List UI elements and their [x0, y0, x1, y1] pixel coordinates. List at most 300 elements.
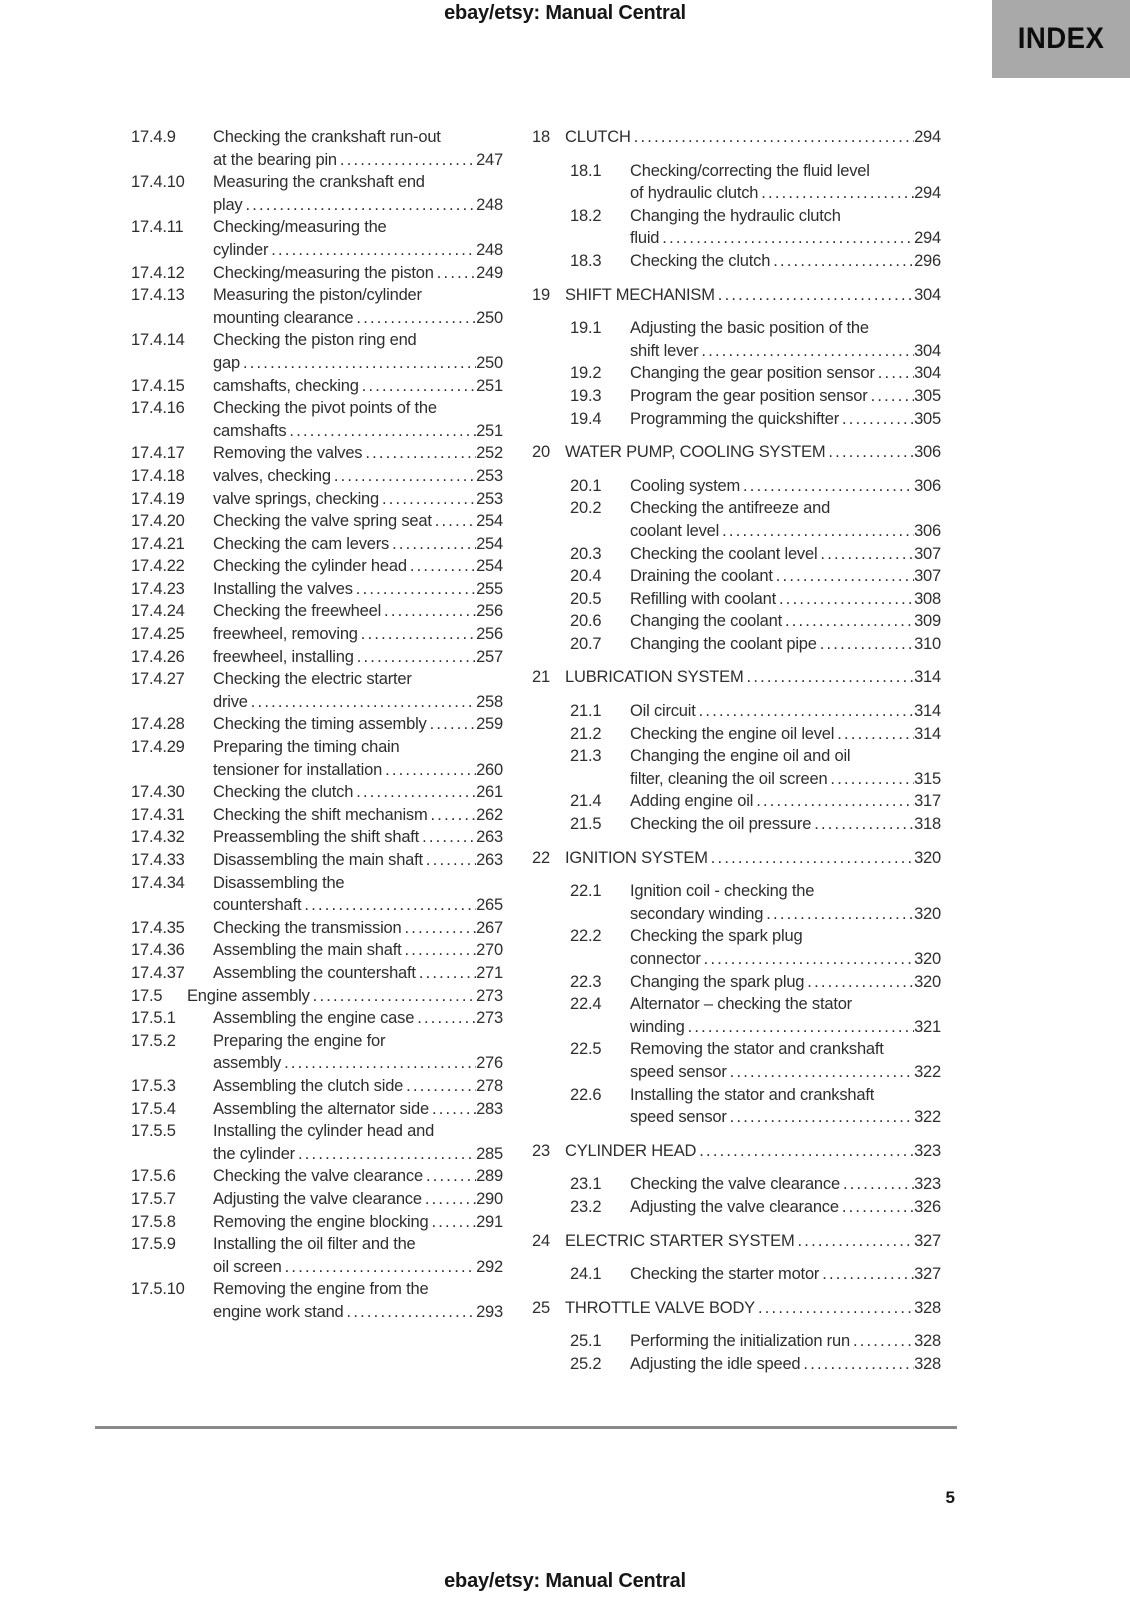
toc-entry-page: 257	[476, 647, 503, 666]
toc-entry-number: 21	[532, 668, 550, 687]
dot-leader	[825, 441, 914, 464]
dot-leader	[834, 723, 914, 746]
toc-entry	[570, 1330, 941, 1353]
toc-entry	[131, 216, 503, 261]
toc-entry	[131, 849, 503, 872]
toc-entry-title: Cooling system	[630, 476, 740, 495]
toc-entry-title: tensioner for installation	[213, 760, 383, 779]
toc-entry	[570, 971, 941, 994]
toc-chapter-entry	[532, 126, 941, 149]
toc-entry-number: 19.3	[570, 386, 602, 405]
toc-entry-title: Removing the engine blocking	[213, 1212, 429, 1231]
toc	[131, 126, 941, 1376]
dot-leader	[353, 781, 476, 804]
toc-entry	[131, 736, 503, 781]
toc-entry-title: mounting clearance	[213, 308, 354, 327]
toc-entry	[131, 262, 503, 285]
toc-entry	[570, 610, 941, 633]
toc-entry-number: 17.4.21	[131, 534, 185, 553]
toc-entry	[131, 623, 503, 646]
toc-entry-page: 271	[476, 963, 503, 982]
toc-entry-title: Checking/measuring the piston	[213, 263, 434, 282]
toc-entry	[131, 646, 503, 669]
toc-entry-page: 289	[476, 1167, 503, 1186]
toc-entry	[131, 533, 503, 556]
toc-entry-number: 17.5.2	[131, 1031, 176, 1050]
toc-entry-number: 21.1	[570, 702, 602, 721]
toc-entry-number: 17.4.22	[131, 557, 185, 576]
toc-entry-title: Refilling with coolant	[630, 589, 777, 608]
toc-entry	[131, 600, 503, 623]
toc-entry	[131, 1233, 503, 1278]
toc-entry-title: Removing the valves	[213, 444, 363, 463]
toc-entry-number: 17.4.37	[131, 963, 185, 982]
dot-leader	[359, 375, 476, 398]
toc-entry-title: Checking the clutch	[213, 783, 354, 802]
toc-entry-number: 23.2	[570, 1197, 602, 1216]
toc-chapter-entry	[532, 284, 941, 307]
toc-entry-page: 249	[476, 263, 503, 282]
toc-entry-number: 17.4.35	[131, 918, 185, 937]
toc-entry	[570, 813, 941, 836]
dot-leader	[795, 1230, 915, 1253]
toc-entry-page: 291	[476, 1212, 503, 1231]
toc-entry-number: 20	[532, 443, 550, 462]
toc-entry-page: 314	[914, 702, 941, 721]
toc-entry-title: shift lever	[630, 341, 699, 360]
toc-entry-page: 317	[914, 792, 941, 811]
toc-entry	[131, 962, 503, 985]
toc-entry-number: 17.5.3	[131, 1076, 176, 1095]
toc-entry-page: 259	[476, 715, 503, 734]
toc-entry-page: 305	[914, 409, 941, 428]
toc-entry-title: Adjusting the idle speed	[630, 1354, 801, 1373]
toc-entry	[570, 1173, 941, 1196]
toc-entry-number: 17.4.36	[131, 941, 185, 960]
toc-entry	[570, 565, 941, 588]
toc-entry-title: SHIFT MECHANISM	[565, 285, 715, 304]
dot-leader	[763, 903, 914, 926]
toc-entry-title: Checking the piston ring end	[213, 331, 417, 350]
toc-entry-number: 17.4.9	[131, 128, 176, 146]
toc-entry-title: Checking the timing assembly	[213, 715, 427, 734]
toc-entry	[131, 284, 503, 329]
toc-entry-page: 294	[914, 229, 941, 248]
toc-entry-number: 17.4.31	[131, 805, 185, 824]
toc-entry-title: Adding engine oil	[630, 792, 754, 811]
toc-entry-title: speed sensor	[630, 1108, 727, 1127]
toc-entry-number: 22.6	[570, 1085, 602, 1104]
toc-chapter-entry	[532, 1297, 941, 1320]
dot-leader	[429, 1098, 476, 1121]
toc-entry	[131, 488, 503, 511]
toc-chapter-entry	[532, 847, 941, 870]
toc-entry-title: Changing the gear position sensor	[630, 364, 875, 383]
toc-entry-number: 20.2	[570, 499, 602, 518]
toc-entry-title: Measuring the crankshaft end	[213, 173, 425, 192]
dot-leader	[331, 465, 476, 488]
dot-leader	[432, 510, 476, 533]
toc-entry-page: 327	[914, 1265, 941, 1284]
toc-entry-number: 20.5	[570, 589, 602, 608]
toc-entry	[570, 160, 941, 205]
toc-entry-page: 263	[476, 851, 503, 869]
toc-entry-title: Checking the valve clearance	[213, 1167, 423, 1186]
dot-leader	[708, 847, 914, 870]
toc-entry-title: gap	[213, 353, 240, 372]
toc-entry-page: 258	[476, 692, 503, 711]
toc-entry-number: 17.5.8	[131, 1212, 176, 1231]
dot-leader	[358, 623, 476, 646]
dot-leader	[715, 284, 914, 307]
dot-leader	[740, 475, 914, 498]
toc-entry-number: 22.3	[570, 972, 602, 991]
toc-entry-title: drive	[213, 692, 248, 711]
toc-entry	[570, 723, 941, 746]
toc-entry-number: 17.4.28	[131, 715, 185, 734]
dot-leader	[402, 917, 477, 940]
toc-entry-title: Assembling the engine case	[213, 1009, 415, 1028]
toc-chapter-entry	[532, 1140, 941, 1163]
toc-entry-page: 254	[476, 534, 503, 553]
toc-entry-title: Checking the freewheel	[213, 602, 382, 621]
toc-entry-title: Checking the cam levers	[213, 534, 390, 553]
dot-leader	[423, 849, 476, 872]
toc-entry	[570, 700, 941, 723]
toc-entry-number: 22.5	[570, 1040, 602, 1059]
toc-entry-page: 326	[914, 1197, 941, 1216]
toc-entry-title: CYLINDER HEAD	[565, 1141, 697, 1160]
toc-entry	[570, 543, 941, 566]
dot-leader	[434, 262, 476, 285]
toc-entry-title: Checking the engine oil level	[630, 724, 835, 743]
toc-entry-title: Checking the valve spring seat	[213, 512, 432, 531]
dot-leader	[770, 250, 914, 273]
toc-entry	[131, 872, 503, 917]
toc-entry-number: 25.1	[570, 1332, 602, 1351]
toc-entry-title: freewheel, removing	[213, 625, 358, 644]
toc-entry-title: Changing the engine oil and oil	[630, 747, 851, 766]
toc-entry	[131, 1075, 503, 1098]
toc-chapter-entry	[532, 1230, 941, 1253]
toc-entry-page: 328	[914, 1354, 941, 1373]
toc-entry	[570, 475, 941, 498]
toc-entry-number: 17.4.23	[131, 579, 185, 598]
toc-entry	[131, 1030, 503, 1075]
toc-entry-title: IGNITION SYSTEM	[565, 848, 708, 867]
dot-leader	[696, 1140, 914, 1163]
dot-leader	[301, 894, 476, 917]
toc-entry-page: 273	[476, 986, 503, 1005]
dot-leader	[416, 962, 476, 985]
dot-leader	[840, 1173, 914, 1196]
dot-leader	[268, 239, 476, 262]
toc-entry-page: 320	[914, 972, 941, 991]
toc-entry-page: 256	[476, 625, 503, 644]
toc-entry	[131, 1278, 503, 1323]
toc-entry-title: ELECTRIC STARTER SYSTEM	[565, 1231, 795, 1250]
toc-entry	[570, 588, 941, 611]
toc-entry	[131, 578, 503, 601]
footer-divider	[95, 1426, 957, 1429]
page-number: 5	[945, 1488, 955, 1507]
toc-entry-page: 253	[476, 489, 503, 508]
dot-leader	[811, 813, 914, 836]
toc-entry-page: 310	[914, 634, 941, 653]
toc-entry-page: 314	[914, 724, 941, 743]
toc-entry-title: Ignition coil - checking the	[630, 882, 815, 901]
dot-leader	[685, 1016, 915, 1039]
dot-leader	[414, 1007, 476, 1030]
toc-entry-page: 320	[914, 848, 941, 867]
toc-entry-title: Installing the cylinder head and	[213, 1122, 435, 1141]
toc-entry-number: 19.1	[570, 319, 602, 338]
toc-entry-number: 17.5.6	[131, 1167, 176, 1186]
toc-entry-title: Checking the electric starter	[213, 670, 412, 689]
toc-entry-number: 17.5.9	[131, 1235, 176, 1254]
dot-leader	[696, 700, 914, 723]
toc-entry-page: 328	[914, 1298, 941, 1317]
toc-entry-number: 17.4.24	[131, 602, 185, 621]
toc-entry	[131, 442, 503, 465]
toc-entry-title: Performing the initialization run	[630, 1332, 850, 1351]
dot-leader	[282, 1256, 476, 1279]
toc-entry-page: 294	[914, 184, 941, 203]
dot-leader	[782, 610, 914, 633]
toc-entry-title: Assembling the main shaft	[213, 941, 402, 960]
dot-leader	[353, 578, 476, 601]
toc-entry-number: 17.4.25	[131, 625, 185, 644]
toc-entry-number: 17.4.32	[131, 828, 185, 847]
dot-leader	[382, 759, 476, 782]
dot-leader	[428, 1211, 476, 1234]
dot-leader	[773, 565, 914, 588]
dot-leader	[701, 948, 914, 971]
toc-entry-title: Checking the spark plug	[630, 927, 803, 946]
toc-entry-title: Assembling the alternator side	[213, 1099, 429, 1118]
toc-entry-title: Disassembling the	[213, 873, 345, 892]
toc-entry-page: 252	[476, 444, 503, 463]
toc-entry-page: 327	[914, 1231, 941, 1250]
toc-entry-title: Checking/measuring the	[213, 218, 387, 237]
toc-entry-page: 276	[476, 1054, 503, 1073]
toc-entry-title: cylinder	[213, 240, 269, 259]
toc-entry-title: Assembling the countershaft	[213, 963, 416, 982]
toc-entry-number: 17.5.7	[131, 1189, 176, 1208]
toc-entry	[131, 1188, 503, 1211]
toc-entry-page: 267	[476, 918, 503, 937]
toc-entry	[570, 993, 941, 1038]
toc-entry-page: 260	[476, 760, 503, 779]
toc-entry-title: Checking the coolant level	[630, 544, 818, 563]
toc-entry	[570, 1196, 941, 1219]
toc-entry-page: 306	[914, 476, 941, 495]
toc-entry-number: 18	[532, 128, 550, 146]
toc-entry-page: 323	[914, 1141, 941, 1160]
page-header-title: ebay/etsy: Manual Central	[444, 2, 686, 24]
toc-entry-number: 19.4	[570, 409, 602, 428]
toc-entry-title: Checking the valve clearance	[630, 1175, 840, 1194]
dot-leader	[819, 1263, 914, 1286]
toc-entry	[570, 1353, 941, 1376]
dot-leader	[286, 420, 476, 443]
toc-entry-page: 261	[476, 783, 503, 802]
dot-leader	[381, 600, 476, 623]
toc-entry-page: 321	[914, 1017, 941, 1036]
toc-entry-number: 17.4.13	[131, 286, 185, 305]
toc-entry-number: 17.4.15	[131, 376, 185, 395]
toc-entry-title: Adjusting the valve clearance	[630, 1197, 839, 1216]
dot-leader	[804, 971, 914, 994]
toc-entry-page: 262	[476, 805, 503, 824]
toc-entry	[570, 497, 941, 542]
toc-entry-page: 328	[914, 1332, 941, 1351]
toc-entry-page: 247	[476, 150, 503, 169]
dot-leader	[423, 1165, 476, 1188]
dot-leader	[827, 768, 914, 791]
toc-entry-page: 273	[476, 1009, 503, 1028]
toc-column-left	[131, 126, 503, 1376]
dot-leader	[744, 666, 915, 689]
toc-entry-page: 320	[914, 904, 941, 923]
dot-leader	[248, 691, 476, 714]
dot-leader	[758, 182, 914, 205]
toc-chapter-entry	[532, 441, 941, 464]
toc-entry-title: speed sensor	[630, 1062, 727, 1081]
toc-entry-page: 323	[914, 1175, 941, 1194]
toc-entry-title: camshafts, checking	[213, 376, 359, 395]
toc-entry-title: THROTTLE VALVE BODY	[565, 1298, 755, 1317]
toc-entry-title: valves, checking	[213, 466, 331, 485]
toc-entry-page: 322	[914, 1062, 941, 1081]
toc-entry	[570, 745, 941, 790]
toc-entry-page: 285	[476, 1144, 503, 1163]
toc-entry	[131, 329, 503, 374]
toc-entry-number: 19	[532, 285, 550, 304]
toc-entry-title: Disassembling the main shaft	[213, 851, 423, 869]
toc-entry	[570, 408, 941, 431]
toc-entry-title: Adjusting the basic position of the	[630, 319, 869, 338]
toc-entry-title: play	[213, 195, 243, 214]
toc-entry-title: LUBRICATION SYSTEM	[565, 668, 744, 687]
toc-entry	[131, 1007, 503, 1030]
toc-entry-page: 250	[476, 308, 503, 327]
toc-entry-title: connector	[630, 950, 701, 968]
dot-leader	[719, 520, 914, 543]
toc-entry-title: Checking the cylinder head	[213, 557, 407, 576]
toc-entry-title: winding	[630, 1017, 685, 1036]
toc-entry	[570, 1263, 941, 1286]
toc-entry-page: 314	[914, 668, 941, 687]
toc-entry	[570, 790, 941, 813]
toc-entry-number: 24.1	[570, 1265, 602, 1284]
toc-entry-title: Changing the coolant pipe	[630, 634, 817, 653]
toc-entry-number: 20.1	[570, 476, 602, 495]
toc-entry-number: 20.6	[570, 612, 602, 631]
toc-entry-page: 292	[476, 1257, 503, 1276]
toc-entry	[570, 317, 941, 362]
toc-entry-number: 25	[532, 1298, 550, 1317]
toc-entry-number: 21.5	[570, 815, 602, 834]
toc-entry-title: secondary winding	[630, 904, 764, 923]
toc-entry-number: 22	[532, 848, 550, 867]
toc-entry-page: 305	[914, 386, 941, 405]
toc-entry-page: 263	[476, 828, 503, 847]
toc-entry-page: 254	[476, 512, 503, 531]
dot-leader	[295, 1143, 476, 1166]
toc-entry-page: 256	[476, 602, 503, 621]
toc-entry-number: 18.3	[570, 251, 602, 270]
toc-entry-number: 17.4.29	[131, 738, 185, 757]
toc-entry	[131, 375, 503, 398]
toc-entry-page: 253	[476, 466, 503, 485]
toc-entry-page: 248	[476, 240, 503, 259]
toc-entry-page: 265	[476, 896, 503, 915]
toc-entry	[131, 171, 503, 216]
toc-entry-page: 322	[914, 1108, 941, 1127]
toc-entry-title: Removing the stator and crankshaft	[630, 1040, 884, 1059]
toc-entry-title: the cylinder	[213, 1144, 295, 1163]
toc-entry-number: 17.4.19	[131, 489, 185, 508]
dot-leader	[379, 488, 476, 511]
dot-leader	[337, 149, 476, 172]
toc-entry-page: 318	[914, 815, 941, 834]
toc-entry-page: 290	[476, 1189, 503, 1208]
toc-entry-title: Program the gear position sensor	[630, 386, 868, 405]
toc-entry-number: 17.4.11	[131, 218, 184, 237]
toc-entry-title: Preassembling the shift shaft	[213, 828, 420, 847]
toc-entry-page: 315	[914, 769, 941, 788]
toc-entry-number: 17.4.17	[131, 444, 185, 463]
toc-entry	[131, 126, 503, 171]
dot-leader	[698, 340, 914, 363]
toc-entry-number: 17.4.14	[131, 331, 185, 350]
toc-entry-number: 17.4.16	[131, 399, 185, 418]
toc-entry	[131, 668, 503, 713]
toc-entry-page: 250	[476, 353, 503, 372]
toc-entry-title: Installing the valves	[213, 579, 353, 598]
dot-leader	[354, 646, 476, 669]
toc-entry-page: 307	[914, 567, 941, 586]
toc-entry-title: Checking the clutch	[630, 251, 771, 270]
toc-entry-number: 17.4.20	[131, 512, 185, 531]
toc-entry-page: 283	[476, 1099, 503, 1118]
toc-entry-page: 293	[476, 1302, 503, 1321]
toc-entry-number: 23.1	[570, 1175, 602, 1194]
dot-leader	[281, 1052, 476, 1075]
dot-leader	[344, 1301, 477, 1324]
dot-leader	[427, 713, 476, 736]
toc-entry-page: 296	[914, 251, 941, 270]
toc-entry-title: Checking the crankshaft run-out	[213, 128, 441, 146]
toc-entry	[570, 1038, 941, 1083]
toc-entry-title: Preparing the engine for	[213, 1031, 386, 1050]
toc-entry-number: 18.2	[570, 206, 602, 225]
dot-leader	[875, 362, 914, 385]
toc-entry-title: camshafts	[213, 421, 287, 440]
toc-entry-page: 255	[476, 579, 503, 598]
toc-entry-page: 254	[476, 557, 503, 576]
toc-entry-title: Installing the stator and crankshaft	[630, 1085, 875, 1104]
toc-entry	[570, 1084, 941, 1129]
dot-leader	[659, 227, 914, 250]
toc-entry-number: 17.4.12	[131, 263, 185, 282]
toc-entry-number: 23	[532, 1141, 550, 1160]
toc-entry-number: 21.4	[570, 792, 602, 811]
dot-leader	[402, 939, 477, 962]
toc-entry-number: 22.2	[570, 927, 602, 946]
toc-entry-number: 17.5.4	[131, 1099, 176, 1118]
